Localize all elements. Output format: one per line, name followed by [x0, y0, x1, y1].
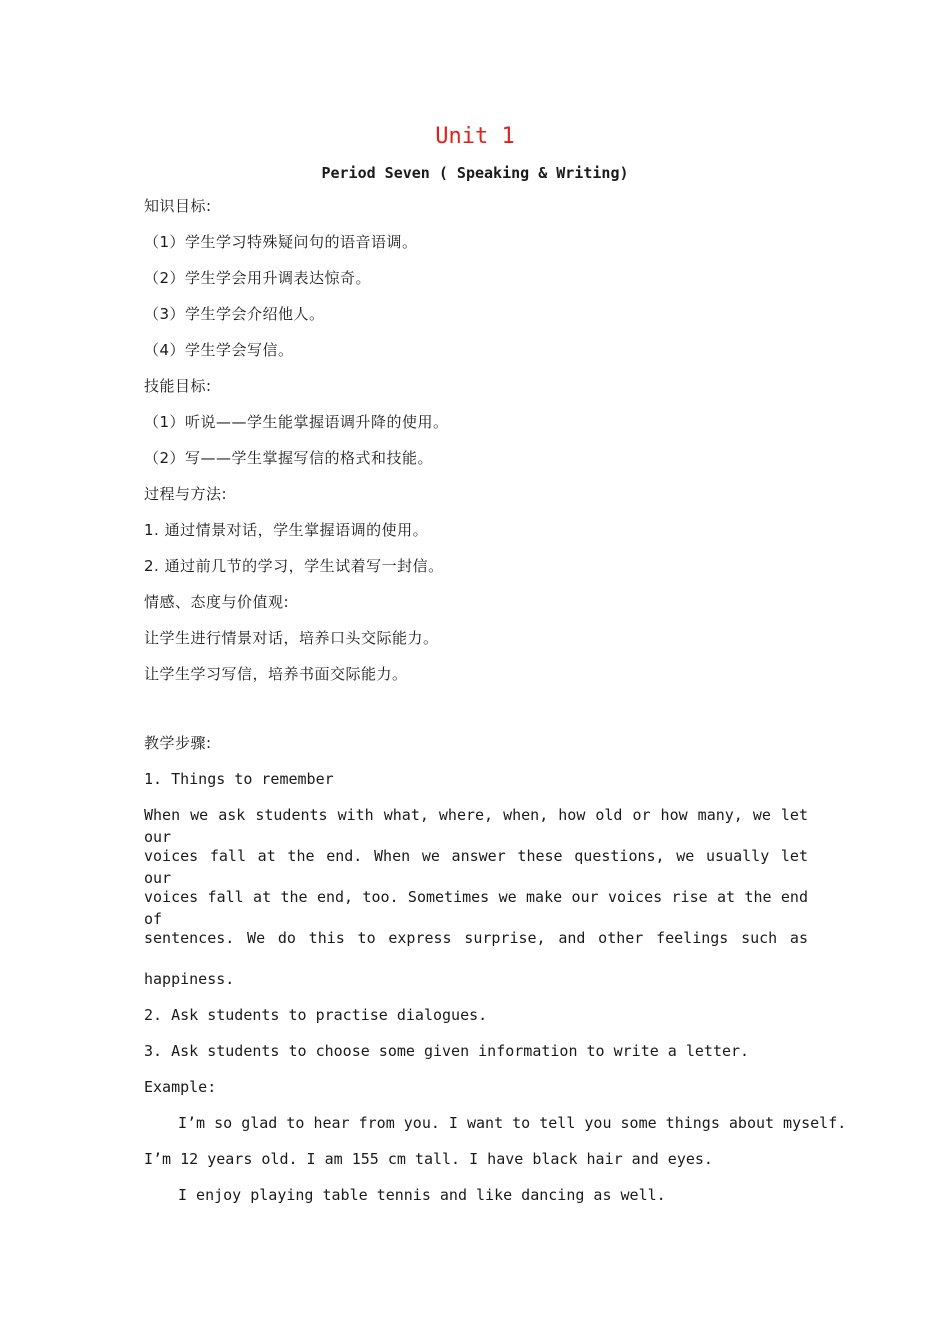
page-subtitle: Period Seven ( Speaking & Writing) — [321, 164, 629, 182]
emotion-item: 让学生学习写信，培养书面交际能力。 — [144, 665, 408, 683]
knowledge-item: （3）学生学会介绍他人。 — [144, 305, 325, 323]
step-1-heading: 1. Things to remember — [144, 770, 334, 788]
step-1-paragraph-line: voices fall at the end, too. Sometimes we make our voices rise at the end of — [144, 888, 808, 928]
step-3: 3. Ask students to choose some given information to write a letter. — [144, 1042, 750, 1060]
knowledge-item: （1）学生学习特殊疑问句的语音语调。 — [144, 233, 418, 251]
process-item: 1. 通过情景对话，学生掌握语调的使用。 — [144, 521, 429, 539]
step-1-paragraph-line: happiness. — [144, 970, 235, 988]
example-label: Example: — [144, 1078, 217, 1096]
emotion-item: 让学生进行情景对话，培养口头交际能力。 — [144, 629, 439, 647]
step-1-paragraph-line: sentences. We do this to express surprise, and other feelings such as — [144, 929, 808, 947]
page-title: Unit 1 — [435, 124, 515, 149]
example-line: I’m so glad to hear from you. I want to tell you some things about myself. — [178, 1114, 847, 1132]
steps-heading: 教学步骤: — [144, 734, 212, 752]
knowledge-item: （4）学生学会写信。 — [144, 341, 294, 359]
emotion-heading: 情感、态度与价值观: — [144, 593, 290, 611]
example-line: I’m 12 years old. I am 155 cm tall. I have black hair and eyes. — [144, 1150, 713, 1168]
skill-item: （1）听说——学生能掌握语调升降的使用。 — [144, 413, 449, 431]
skill-heading: 技能目标: — [144, 377, 212, 395]
process-heading: 过程与方法: — [144, 485, 228, 503]
example-line: I enjoy playing table tennis and like dancing as well. — [178, 1186, 666, 1204]
knowledge-item: （2）学生学会用升调表达惊奇。 — [144, 269, 372, 287]
step-1-paragraph-line: voices fall at the end. When we answer these questions, we usually let our — [144, 847, 808, 887]
step-2: 2. Ask students to practise dialogues. — [144, 1006, 488, 1024]
skill-item: （2）写——学生掌握写信的格式和技能。 — [144, 449, 434, 467]
step-1-paragraph-line: When we ask students with what, where, when, how old or how many, we let our — [144, 806, 808, 846]
process-item: 2. 通过前几节的学习，学生试着写一封信。 — [144, 557, 444, 575]
knowledge-heading: 知识目标: — [144, 197, 212, 215]
